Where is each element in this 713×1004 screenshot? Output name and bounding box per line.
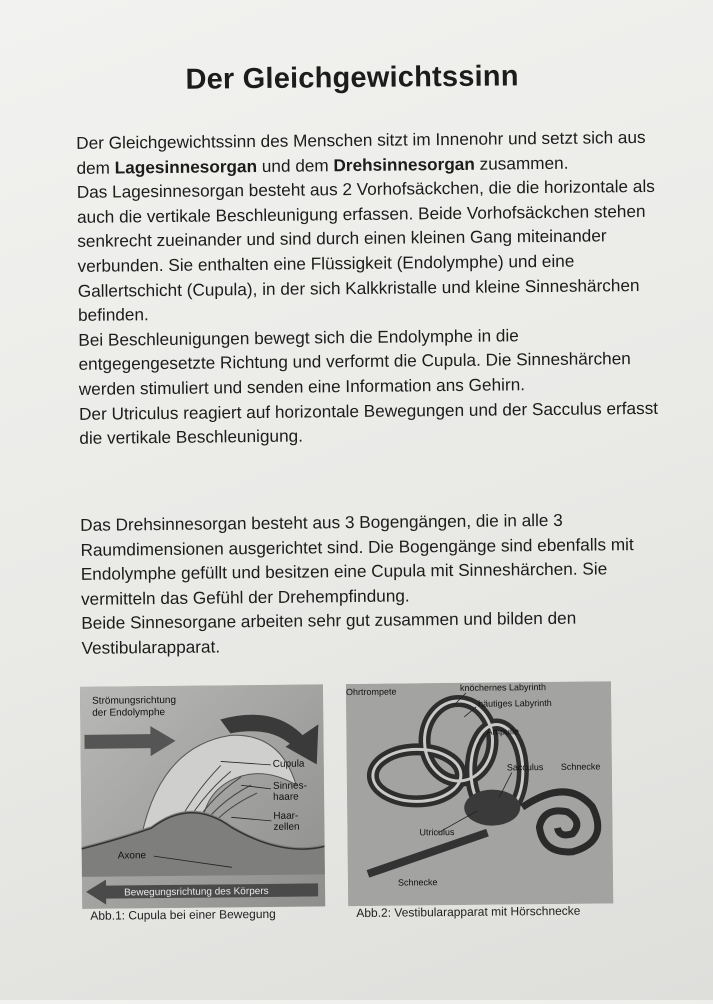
ampulle-label: Ampulle [486,726,519,737]
schnecke-bottom-label: Schnecke [397,877,438,888]
caption-figure-1: Abb.1: Cupula bei einer Bewegung [90,906,276,923]
sinneshaare-label-2: haare [273,791,299,803]
term-drehsinnesorgan: Drehsinnesorgan [333,153,475,175]
lagesinn-paragraph: Das Lagesinnesorgan besteht aus 2 Vorhofsäckchen, die die horizontale als auch die vertikale Beschleunigung erfassen. Beide Vorhofsäckchen stehen senkrecht zueinander und sind durch einen kleinen Gang miteinander verbunden. Sie enthalten eine Flüssigkeit (Endolymphe) und eine Gallertschicht (Cupula), in der sich Kalkkristalle und kleine Sinneshärchen befinden. [76,176,655,326]
intro-text-a: Der Gleichgewichtssinn des Menschen sitzt im Innenohr und setzt sich aus dem [76,126,646,178]
vestibular-paragraph: Beide Sinnesorgane arbeiten sehr gut zusammen und bilden den Vestibularapparat. [81,608,577,658]
utriculus-label: Utriculus [419,826,455,838]
haarzellen-label-2: zellen [273,821,300,833]
flow-label-1: Strömungsrichtung [92,694,177,707]
flow-label-2: der Endolymphe [92,707,166,719]
movement-label: Bewegungsrichtung des Körpers [124,885,269,899]
figure-vestibularapparat [346,681,613,906]
drehsinn-paragraph: Das Drehsinnesorgan besteht aus 3 Bogengängen, die in alle 3 Raumdimensionen ausgerichtet sind. Die Bogengänge sind ebenfalls mit Endolymphe gefüllt und besitzen eine Cupula mit Sinneshärchen. Sie vermitteln das Gefühl der Drehempfindung. [80,509,634,609]
axone-label: Axone [117,850,147,862]
vestibular-diagram [346,681,613,906]
beschleunigung-paragraph: Bei Beschleunigungen bewegt sich die Endolymphe in die entgegengesetzte Richtung und verformt die Cupula. Die Sinneshärchen werden stimuliert und senden eine Information ans Gehirn. [78,325,631,399]
haarzellen-label-1: Haar- [273,810,299,822]
section-drehsinn [80,507,662,661]
intro-text-c: und dem [256,154,334,176]
figure-cupula [80,684,325,909]
section-lagesinn [76,125,659,451]
term-lagesinnesorgan: Lagesinnesorgan [114,155,258,178]
schnecke-top-label: Schnecke [560,761,601,772]
ohrtrompete-label: Ohrtrompete [345,686,397,698]
intro-text-d: zusammen. [474,152,569,174]
sinneshaare-label-1: Sinnes- [272,780,307,792]
haeutiges-label: häutiges Labyrinth [478,697,552,709]
utriculus-paragraph: Der Utriculus reagiert auf horizontale Bewegungen und der Sacculus erfasst die vertikale Beschleunigung. [78,397,659,449]
intro-paragraph [76,125,656,180]
cupula-diagram [80,684,325,909]
cupula-label: Cupula [272,758,305,770]
caption-figure-2: Abb.2: Vestibularapparat mit Hörschnecke [356,903,581,921]
sacculus-label: Sacculus [506,762,544,773]
page-title: Der Gleichgewichtssinn [185,60,519,96]
knoechernes-label: knöchernes Labyrinth [459,682,547,693]
